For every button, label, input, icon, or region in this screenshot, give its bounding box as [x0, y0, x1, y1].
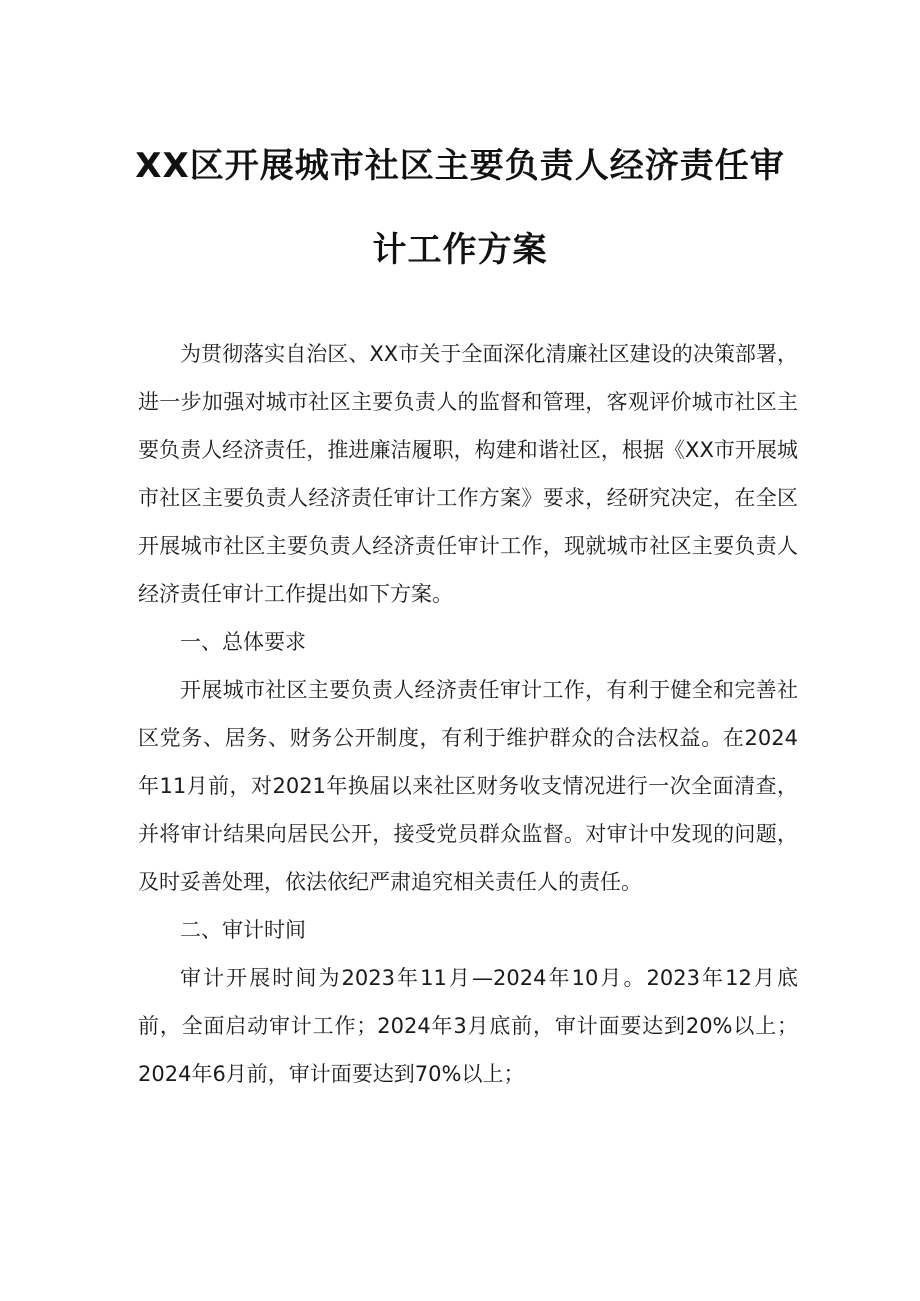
section-heading-audit-time: 二、审计时间: [180, 918, 306, 942]
document-title-line-2: 计工作方案: [372, 230, 548, 270]
paragraph-audit-time: 审计开展时间为2023年11月—2024年10月。2023年12月底前，全面启动审计工作；2024年3月底前，审计面要达到20%以上；2024年6月前，审计面要达到70%以上；: [138, 966, 798, 1086]
section-heading-general-requirements: 一、总体要求: [180, 630, 306, 654]
document-title-line-1: XX区开展城市社区主要负责人经济责任审: [135, 146, 785, 186]
document-body: [138, 330, 798, 1098]
paragraph-intro: 为贯彻落实自治区、XX市关于全面深化清廉社区建设的决策部署，进一步加强对城市社区主要负责人的监督和管理，客观评价城市社区主要负责人经济责任，推进廉洁履职，构建和谐社区，根据《XX市开展城市社区主要负责人经济责任审计工作方案》要求，经研究决定，在全区开展城市社区主要负责人经济责任审计工作，现就城市社区主要负责人经济责任审计工作提出如下方案。: [138, 342, 798, 606]
paragraph-general-requirements: 开展城市社区主要负责人经济责任审计工作，有利于健全和完善社区党务、居务、财务公开制度，有利于维护群众的合法权益。在2024年11月前，对2021年换届以来社区财务收支情况进行一次全面清查，并将审计结果向居民公开，接受党员群众监督。对审计中发现的问题，及时妥善处理，依法依纪严肃追究相关责任人的责任。: [138, 678, 798, 894]
